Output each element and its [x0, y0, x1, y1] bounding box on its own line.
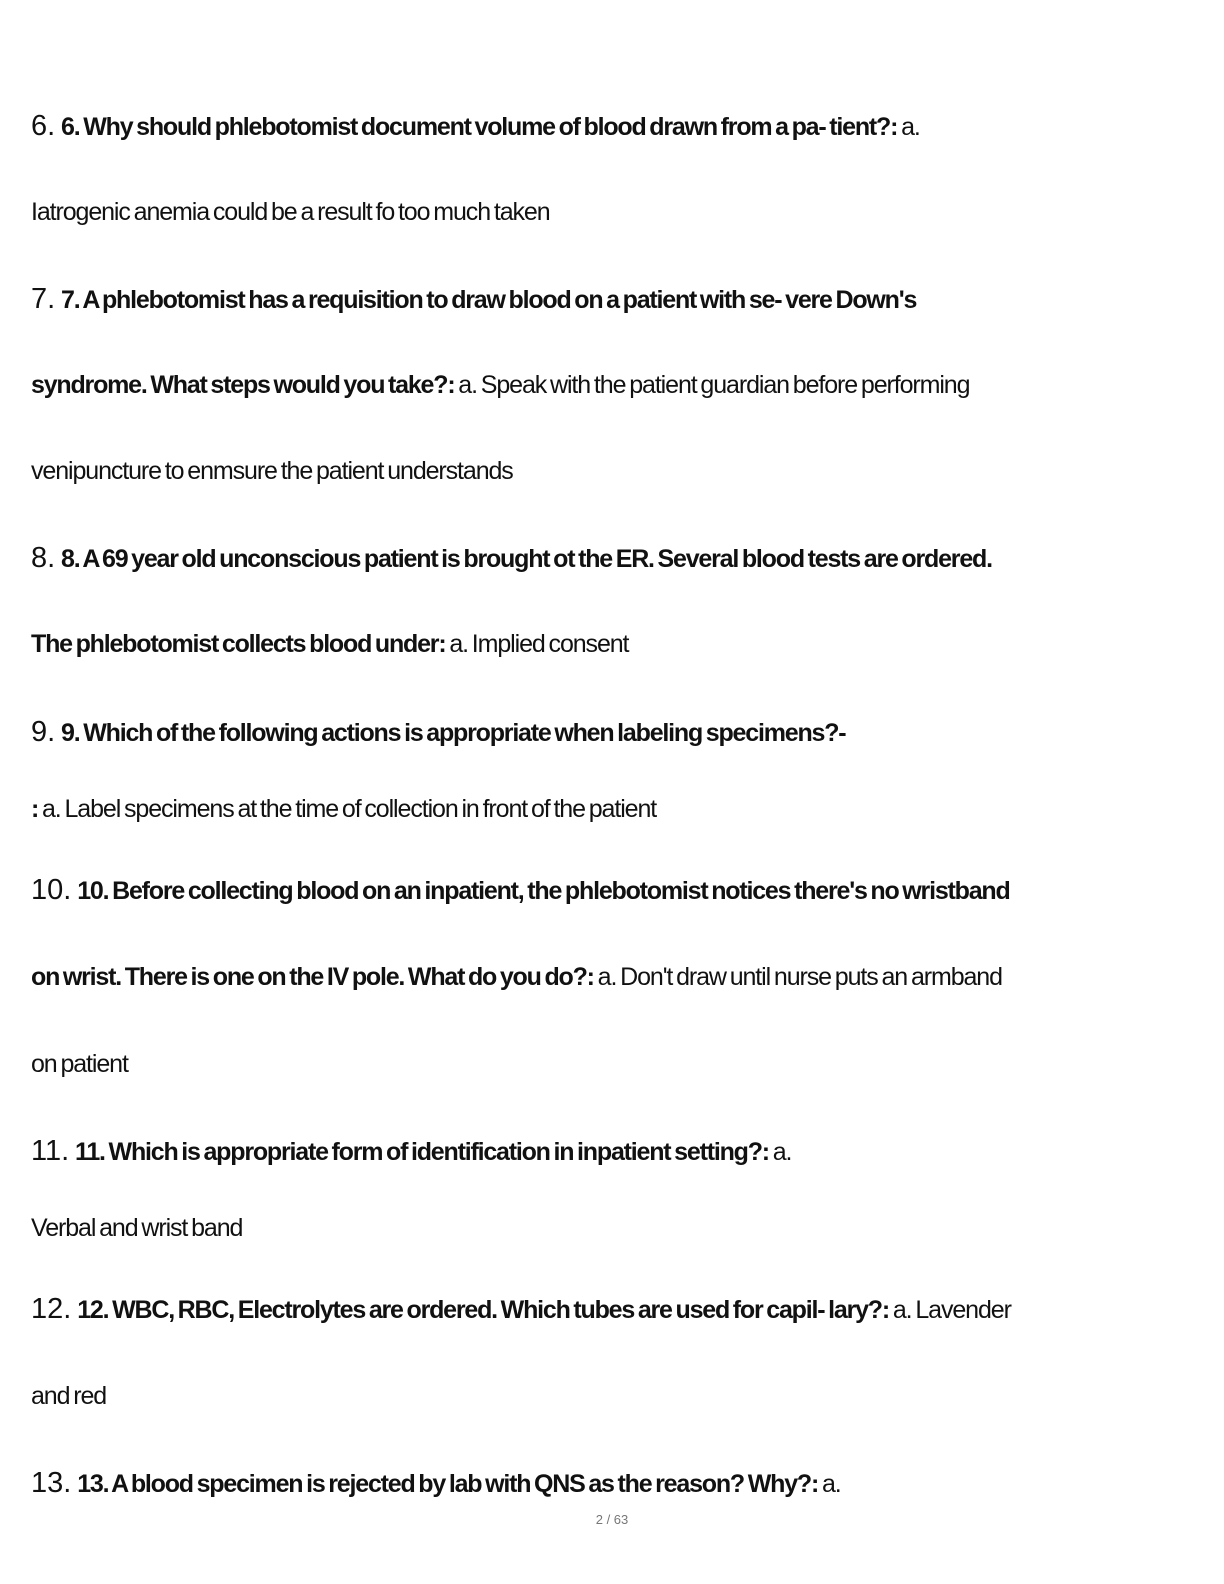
- question-text: 7. A phlebotomist has a requisition to draw blood on a patient with se- vere Down's: [61, 286, 917, 314]
- answer-line: [31, 1378, 1201, 1414]
- question-text: on wrist. There is one on the IV pole. What do you do?:: [31, 963, 594, 991]
- item-number: 10.: [31, 874, 72, 906]
- answer-text: a.: [768, 1138, 792, 1166]
- question-text: 12. WBC, RBC, Electrolytes are ordered. Which tubes are used for capil- lary?:: [77, 1296, 889, 1324]
- question-text: 9. Which of the following actions is appropriate when labeling specimens?-: [61, 719, 846, 747]
- question-line: [31, 1291, 1201, 1328]
- item-number: 9.: [31, 716, 56, 748]
- answer-text: on patient: [31, 1050, 128, 1078]
- question-text: 8. A 69 year old unconscious patient is brought ot the ER. Several blood tests are ordered.: [61, 545, 992, 573]
- question-text: :: [31, 795, 39, 823]
- answer-text: venipuncture to enmsure the patient understands: [31, 457, 513, 485]
- answer-text: a. Speak with the patient guardian before performing: [454, 371, 970, 399]
- answer-text: a. Lavender: [889, 1296, 1011, 1324]
- question-text: The phlebotomist collects blood under:: [31, 630, 446, 658]
- question-line: [31, 872, 1201, 909]
- question-line: [31, 626, 1201, 662]
- answer-text: a. Don't draw until nurse puts an armband: [593, 963, 1002, 991]
- question-text: 10. Before collecting blood on an inpatient, the phlebotomist notices there's no wristband: [77, 877, 1010, 905]
- answer-line: [31, 1210, 1201, 1246]
- answer-line: [31, 453, 1201, 489]
- page-indicator: 2 / 63: [595, 1512, 629, 1527]
- question-line: [31, 714, 1201, 751]
- answer-text: Iatrogenic anemia could be a result fo too much taken: [31, 198, 550, 226]
- answer-text: Verbal and wrist band: [31, 1214, 243, 1242]
- item-number: 6.: [31, 110, 56, 142]
- question-line: [31, 281, 1201, 318]
- item-number: 7.: [31, 283, 56, 315]
- item-number: 12.: [31, 1293, 72, 1325]
- question-text: 13. A blood specimen is rejected by lab with QNS as the reason? Why?:: [77, 1470, 819, 1498]
- question-line: [31, 1133, 1201, 1170]
- question-line: [31, 959, 1201, 995]
- question-line: [31, 367, 1201, 403]
- question-text: syndrome. What steps would you take?:: [31, 371, 455, 399]
- question-text: 11. Which is appropriate form of identification in inpatient setting?:: [75, 1138, 769, 1166]
- item-number: 11.: [31, 1135, 70, 1167]
- answer-line: [31, 791, 1201, 827]
- question-line: [31, 540, 1201, 577]
- answer-text: a. Label specimens at the time of collection in front of the patient: [38, 795, 657, 823]
- item-number: 8.: [31, 542, 56, 574]
- answer-line: [31, 194, 1201, 230]
- answer-line: [31, 1046, 1201, 1082]
- answer-text: a. Implied consent: [445, 630, 629, 658]
- answer-text: a.: [818, 1470, 841, 1498]
- question-line: [31, 1465, 1201, 1502]
- answer-text: a.: [897, 113, 920, 141]
- question-text: 6. Why should phlebotomist document volume of blood drawn from a pa- tient?:: [61, 113, 898, 141]
- answer-text: and red: [31, 1382, 107, 1410]
- item-number: 13.: [31, 1467, 72, 1499]
- question-line: [31, 108, 1201, 145]
